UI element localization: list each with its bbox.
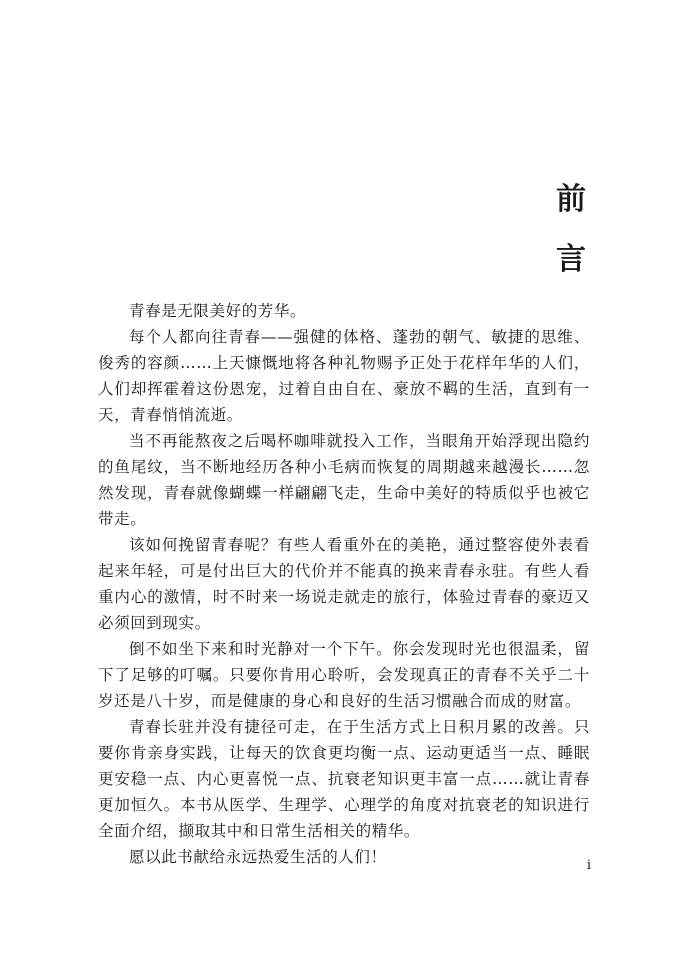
paragraph-7: 愿以此书献给永远热爱生活的人们！	[129, 848, 387, 866]
paragraph-5: 倒不如坐下来和时光静对一个下午。你会发现时光也很温柔，留下了足够的叮嘱。只要你肯用心聆听，会发现真正的青春不关乎二十岁还是八十岁，而是健康的身心和良好的生活习惯融合而成的财富。	[98, 640, 590, 710]
page-number: i	[586, 858, 591, 873]
paragraph-6: 青春长驻并没有捷径可走，在于生活方式上日积月累的改善。只要你肯亲身实践，让每天的饮食更均衡一点、运动更适当一点、睡眠更安稳一点、内心更喜悦一点、抗衰老知识更丰富一点……就让青春更加恒久。本书从医学、生理学、心理学的角度对抗衰老的知识进行全面介绍，撷取其中和日常生活相关的精华。	[98, 718, 590, 840]
paragraph-4: 该如何挽留青春呢？有些人看重外在的美艳，通过整容使外表看起来年轻，可是付出巨大的代价并不能真的换来青春永驻。有些人看重内心的激情，时不时来一场说走就走的旅行，体验过青春的豪迈又必须回到现实。	[98, 536, 590, 632]
paragraph-2: 每个人都向往青春——强健的体格、蓬勃的朝气、敏捷的思维、俊秀的容颜……上天慷慨地将各种礼物赐予正处于花样年华的人们，人们却挥霍着这份恩宠，过着自由自在、豪放不羁的生活，直到有一天，青春悄悄流逝。	[98, 328, 590, 424]
title-char-1: 前	[556, 182, 586, 217]
paragraph-3: 当不再能熬夜之后喝杯咖啡就投入工作，当眼角开始浮现出隐约的鱼尾纹，当不断地经历各种小毛病而恢复的周期越来越漫长……忽然发现，青春就像蝴蝶一样翩翩飞走，生命中美好的特质似乎也被它带走。	[98, 432, 590, 528]
page-title	[551, 170, 591, 290]
preface-body	[98, 298, 590, 870]
paragraph-1: 青春是无限美好的芳华。	[129, 302, 307, 320]
title-char-2: 言	[556, 242, 586, 277]
